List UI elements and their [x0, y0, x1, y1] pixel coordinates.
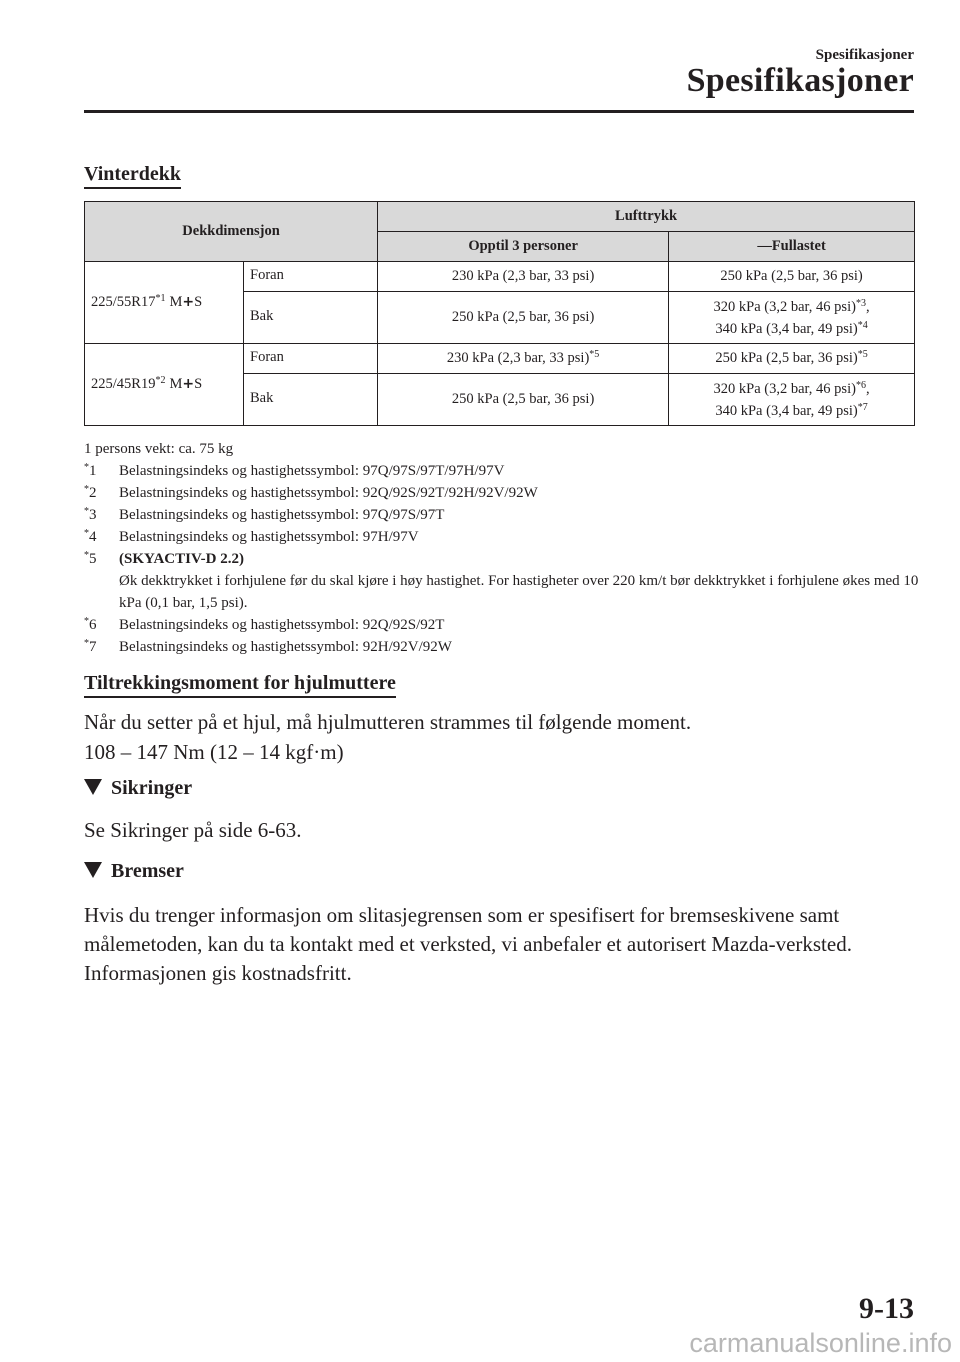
position-front: Foran	[244, 344, 378, 374]
footnote	[84, 614, 924, 636]
col-header-3-persons: Opptil 3 personer	[378, 232, 669, 262]
triangle-bullet-icon	[84, 779, 102, 795]
fuses-heading	[84, 777, 192, 800]
footnote-marker	[84, 460, 119, 482]
footnote	[84, 548, 924, 614]
footnote-ref: *2	[155, 375, 166, 386]
footnote-star: *	[84, 484, 89, 495]
footnote-marker	[84, 526, 119, 548]
pressure-full-front	[669, 262, 915, 292]
pressure-full-rear	[669, 292, 915, 344]
pressure-value: 250 kPa (2,5 bar, 36 psi)	[720, 268, 863, 284]
footnote-marker	[84, 636, 119, 658]
brakes-text-line1: Hvis du trenger informasjon om slitasjegrensen som er spesifisert for bremseskivene samt	[84, 903, 840, 927]
ms-s: S	[194, 294, 203, 310]
footnote-text: Belastningsindeks og hastighetssymbol: 92Q/92S/92T	[119, 617, 445, 633]
pressure-value: 230 kPa (2,3 bar, 33 psi)	[451, 268, 595, 284]
running-header-small: Spesifikasjoner	[815, 47, 914, 63]
col-header-full-load: —Fullastet	[669, 232, 915, 262]
footnote-ref: *4	[857, 319, 868, 331]
pressure-value: 250 kPa (2,5 bar, 36 psi)	[451, 309, 595, 325]
ms-m: M	[169, 376, 183, 392]
pressure-value: 320 kPa (3,2 bar, 46 psi)	[713, 380, 856, 397]
position-rear: Bak	[244, 374, 378, 426]
mud-snow-plus-icon: +	[182, 294, 195, 310]
table-row	[85, 262, 915, 292]
ms-m: M	[169, 294, 183, 310]
footnote-star: *	[84, 616, 89, 627]
footnote-ref: *5	[589, 349, 600, 360]
watermark: carmanualsonline.info	[689, 1328, 952, 1358]
footnote-number: 1	[89, 463, 97, 479]
col-header-pressure: Lufttrykk	[378, 202, 915, 232]
footnote-text: Belastningsindeks og hastighetssymbol: 97H/97V	[119, 529, 419, 545]
pressure-full-rear	[669, 374, 915, 426]
brakes-text-line2: målemetoden, kan du ta kontakt med et verksted, vi anbefaler et autorisert Mazda-verksted.	[84, 932, 852, 956]
footnote	[84, 460, 924, 482]
footnote-number: 3	[89, 507, 97, 523]
pressure-3p-rear	[378, 374, 669, 426]
table-footnotes	[84, 438, 924, 658]
tyre-dimension: 225/55R17	[91, 294, 156, 310]
footnote	[84, 504, 924, 526]
tyre-dimension: 225/45R19	[91, 376, 156, 392]
pressure-3p-rear	[378, 292, 669, 344]
section-title-winter-tyres: Vinterdekk	[84, 163, 181, 189]
footnote	[84, 526, 924, 548]
footnote-text: Belastningsindeks og hastighetssymbol: 92H/92V/92W	[119, 639, 452, 655]
brakes-text-line3: Informasjonen gis kostnadsfritt.	[84, 961, 352, 985]
pressure-value: 340 kPa (3,4 bar, 49 psi)	[715, 402, 858, 419]
footnote-star: *	[84, 528, 89, 539]
brakes-title: Bremser	[111, 860, 184, 882]
footnote-marker	[84, 482, 119, 504]
pressure-3p-front	[378, 262, 669, 292]
pressure-value: 250 kPa (2,5 bar, 36 psi)	[451, 391, 595, 407]
footnote-star: *	[84, 638, 89, 649]
footnote-star: *	[84, 550, 89, 561]
torque-instruction: Når du setter på et hjul, må hjulmutteren strammes til følgende moment.	[84, 710, 692, 734]
footnote-bold-heading: (SKYACTIV-D 2.2)	[119, 551, 245, 567]
footnote-marker	[84, 614, 119, 636]
footnote-marker	[84, 548, 119, 614]
footnote-text: Belastningsindeks og hastighetssymbol: 97Q/97S/97T/97H/97V	[119, 463, 505, 479]
footnote-number: 4	[89, 529, 97, 545]
person-weight-note: 1 persons vekt: ca. 75 kg	[84, 441, 234, 457]
triangle-bullet-icon	[84, 862, 102, 878]
pressure-value: 230 kPa (2,3 bar, 33 psi)	[446, 350, 590, 366]
footnote-star: *	[84, 506, 89, 517]
footnote-ref: *7	[857, 401, 868, 413]
pressure-full-front	[669, 344, 915, 374]
footnote-text: Øk dekktrykket i forhjulene før du skal kjøre i høy hastighet. For hastigheter over 220 km/t bør dekktrykket i forhjulene økes med 10 kPa (0,1 bar, 1,5 psi).	[119, 573, 919, 611]
footnote-star: *	[84, 462, 89, 473]
footnote-ref: *5	[857, 349, 868, 360]
tyre-dimension-cell	[85, 262, 244, 344]
brakes-heading	[84, 860, 184, 883]
page-number: 9-13	[859, 1292, 914, 1325]
footnote-number: 5	[89, 551, 97, 567]
footnote-body	[119, 548, 924, 614]
pressure-value: 250 kPa (2,5 bar, 36 psi)	[715, 350, 858, 366]
footnote-marker	[84, 504, 119, 526]
footnote	[84, 636, 924, 658]
footnote-number: 7	[89, 639, 97, 655]
footnote-number: 2	[89, 485, 97, 501]
tyre-dimension-cell	[85, 344, 244, 426]
pressure-value: 340 kPa (3,4 bar, 49 psi)	[715, 320, 858, 337]
running-header-title: Spesifikasjoner	[686, 62, 914, 99]
footnote-ref: *3	[855, 297, 866, 309]
torque-value: 108 – 147 Nm (12 – 14 kgf·m)	[84, 740, 344, 764]
footnote	[84, 482, 924, 504]
footnote-number: 6	[89, 617, 97, 633]
footnote-ref: *1	[155, 293, 166, 304]
footnote-ref: *6	[855, 379, 866, 391]
comma: ,	[865, 380, 870, 397]
mud-snow-plus-icon: +	[182, 376, 195, 392]
footnote-text: Belastningsindeks og hastighetssymbol: 92Q/92S/92T/92H/92V/92W	[119, 485, 538, 501]
position-front: Foran	[244, 262, 378, 292]
pressure-3p-front	[378, 344, 669, 374]
header-rule	[84, 110, 914, 113]
section-title-wheel-nut-torque: Tiltrekkingsmoment for hjulmuttere	[84, 672, 396, 698]
position-rear: Bak	[244, 292, 378, 344]
fuses-title: Sikringer	[111, 777, 193, 799]
col-header-dimension: Dekkdimensjon	[85, 202, 378, 262]
ms-s: S	[194, 376, 203, 392]
comma: ,	[865, 298, 870, 315]
pressure-value: 320 kPa (3,2 bar, 46 psi)	[713, 298, 856, 315]
fuses-text: Se Sikringer på side 6-63.	[84, 818, 302, 842]
table-row	[85, 344, 915, 374]
tyre-pressure-table	[84, 201, 915, 426]
footnote-text: Belastningsindeks og hastighetssymbol: 97Q/97S/97T	[119, 507, 445, 523]
